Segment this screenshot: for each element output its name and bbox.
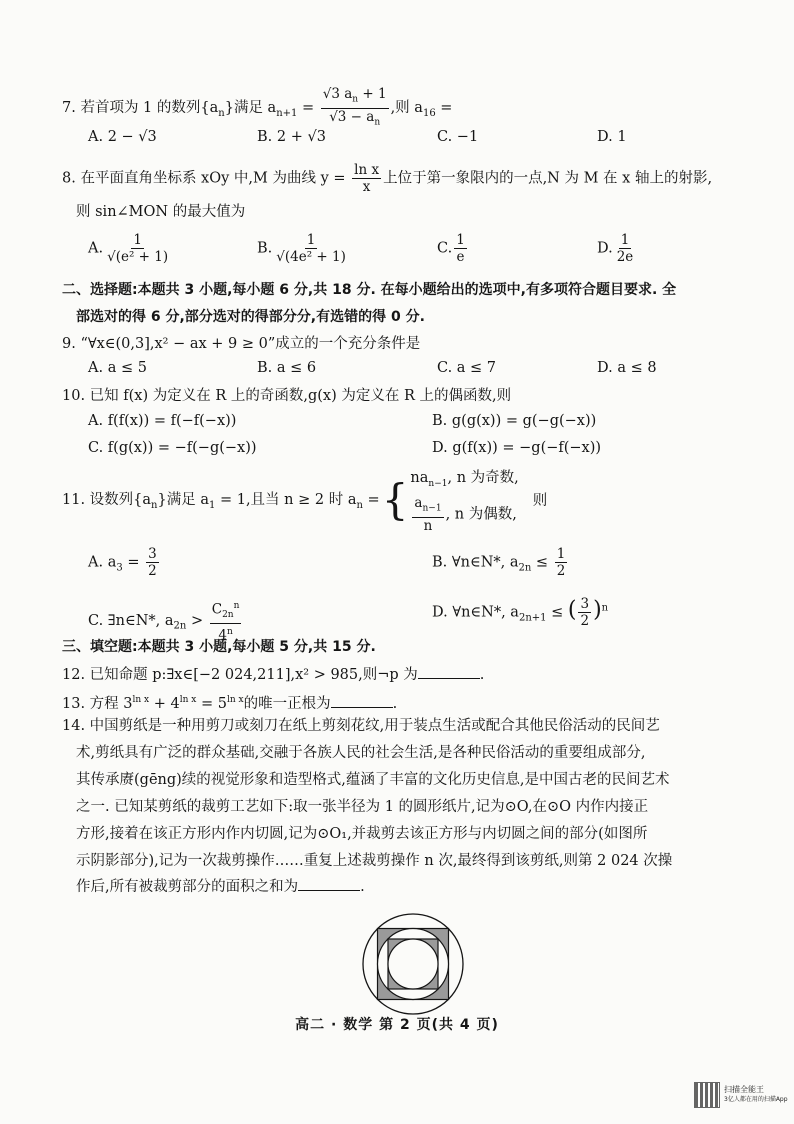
- piecewise-brace: {: [381, 474, 409, 524]
- q11-option-b[interactable]: B. ∀n∈N*, $a_{2n}$ ≤ $\frac{1}{2}$: [432, 546, 566, 579]
- q11-option-a[interactable]: A. $a_3$ = $\frac{3}{2}$: [88, 546, 157, 579]
- q14-line-1: 14. 中国剪纸是一种用剪刀或刻刀在纸上剪刻花纹,用于装点生活或配合其他民俗活动的民间艺: [62, 718, 660, 734]
- q13-answer-blank[interactable]: [331, 693, 393, 708]
- q8-option-c[interactable]: C. $\frac{1}{e}$: [437, 232, 465, 265]
- q7-option-b[interactable]: B. 2 + √3: [257, 129, 326, 145]
- q12-answer-blank[interactable]: [418, 664, 480, 679]
- question-8-line2: 则 sin∠MON 的最大值为: [76, 204, 246, 220]
- question-8-line1: 8. 在平面直角坐标系 xOy 中,M 为曲线 y = $\frac{\text{ln x}}{x}$ 上位于第一象限内的一点,N 为 M 在 x 轴上的射影,: [62, 162, 713, 195]
- watermark-line-1: 扫描全能王: [724, 1085, 764, 1094]
- q9-option-c[interactable]: C. a ≤ 7: [437, 360, 497, 376]
- papercut-diagram: [357, 908, 469, 1020]
- section-2-heading: 二、选择题:本题共 3 小题,每小题 6 分,共 18 分. 在每小题给出的选项中,有多项符合题目要求. 全: [62, 282, 677, 298]
- second-inner-circle: [388, 939, 438, 989]
- q10-option-c[interactable]: C. f(g(x)) = −f(−g(−x)): [88, 440, 257, 456]
- q14-line-3: 其传承赓(gēng)续的视觉形象和造型格式,蕴涵了丰富的文化历史信息,是中国古老的民间艺术: [76, 772, 670, 788]
- q9-option-b[interactable]: B. a ≤ 6: [257, 360, 317, 376]
- question-11-stem: 11. 设数列$\{a_n\}$满足 $a_1 = 1$,且当 n ≥ 2 时 $a_n$ = { $na_{n-1}$, n 为奇数, $\frac{a_{n-1}}{n}$ , n 为偶数, 则: [62, 466, 547, 534]
- question-13: 13. 方程 $3^{ln x} + 4^{ln x} = 5^{ln x}$的唯一正根为 .: [62, 690, 397, 714]
- scanner-watermark: [694, 1080, 794, 1110]
- q14-line-7: 作后,所有被裁剪部分的面积之和为 .: [76, 876, 365, 897]
- q9-option-d[interactable]: D. a ≤ 8: [597, 360, 657, 376]
- watermark-line-2: 3亿人都在用的扫描App: [724, 1096, 788, 1103]
- q7-option-c[interactable]: C. −1: [437, 129, 479, 145]
- q9-option-a[interactable]: A. a ≤ 5: [88, 360, 147, 376]
- q11-option-c[interactable]: C. ∃n∈N*, $a_{2n}$ > $\frac{C_{2n}^n}{4^n}$: [88, 598, 243, 644]
- q14-line-5: 方形,接着在该正方形内作内切圆,记为⊙O₁,并裁剪去该正方形与内切圆之间的部分(如图所: [76, 826, 648, 842]
- q7-fraction: $\frac{√3 a_n + 1}{√3 - a_n}$: [322, 86, 387, 128]
- papercut-figure: [357, 908, 469, 1024]
- question-10-stem: 10. 已知 f(x) 为定义在 R 上的奇函数,g(x) 为定义在 R 上的偶函数,则: [62, 388, 512, 404]
- q10-option-b[interactable]: B. g(g(x)) = g(−g(−x)): [432, 413, 597, 429]
- q10-option-a[interactable]: A. f(f(x)) = f(−f(−x)): [88, 413, 237, 429]
- q8-option-b[interactable]: B. $\frac{1}{\text{√(4e² + 1)}}$: [257, 232, 346, 265]
- qr-code-icon: [694, 1082, 720, 1108]
- q8-fraction: $\frac{\text{ln x}}{x}$: [354, 162, 380, 195]
- q14-line-4: 之一. 已知某剪纸的裁剪工艺如下:取一张半径为 1 的圆形纸片,记为⊙O,在⊙O 内作内接正: [76, 799, 649, 815]
- q11-option-d[interactable]: D. ∀n∈N*, $a_{2n+1}$ ≤ ( $\frac{3}{2}$ )$^n$: [432, 596, 609, 629]
- q10-option-d[interactable]: D. g(f(x)) = −g(−f(−x)): [432, 440, 602, 456]
- section-3-heading: 三、填空题:本题共 3 小题,每小题 5 分,共 15 分.: [62, 639, 376, 655]
- q14-answer-blank[interactable]: [298, 876, 360, 891]
- piecewise-cases: $na_{n-1}$, n 为奇数, $\frac{a_{n-1}}{n}$ , n 为偶数,: [410, 470, 519, 534]
- q7-option-d[interactable]: D. 1: [597, 129, 627, 145]
- section-2-heading-cont: 部选对的得 6 分,部分选对的得部分分,有选错的得 0 分.: [76, 309, 425, 325]
- question-9-stem: 9. “∀x∈(0,3],x² − ax + 9 ≥ 0”成立的一个充分条件是: [62, 336, 421, 352]
- q7-option-a[interactable]: A. 2 − √3: [88, 129, 157, 145]
- q8-option-d[interactable]: D. $\frac{1}{2e}$: [597, 232, 634, 265]
- question-7-stem: 7. 若首项为 1 的数列$\{a_n\}$满足 $a_{n+1}$ = $\frac{√3 a_n + 1}{√3 - a_n}$ ,则 $a_{16}$ =: [62, 86, 452, 130]
- q14-line-6: 示阴影部分),记为一次裁剪操作……重复上述裁剪操作 n 次,最终得到该剪纸,则第 2 024 次操: [76, 853, 673, 869]
- question-12: 12. 已知命题 p:∃x∈[−2 024,211],x² > 985,则¬p 为 .: [62, 664, 484, 685]
- page-footer: 高二 · 数学 第 2 页(共 4 页): [295, 1017, 499, 1033]
- q8-option-a[interactable]: A. $\frac{1}{\text{√(e² + 1)}}$: [88, 232, 169, 265]
- q14-line-2: 术,剪纸具有广泛的群众基础,交融于各族人民的社会生活,是各种民俗活动的重要组成部分,: [76, 745, 646, 761]
